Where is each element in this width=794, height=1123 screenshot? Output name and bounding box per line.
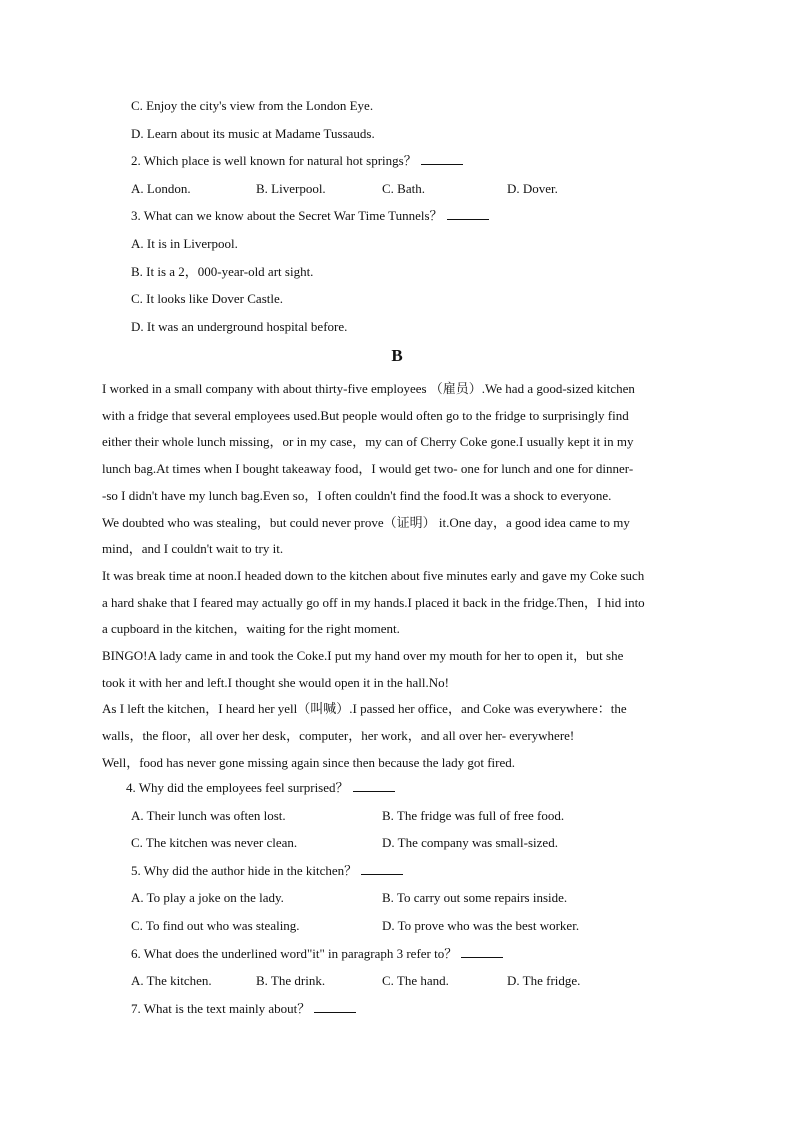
q3-stem-text: 3. What can we know about the Secret War Time Tunnels？ (131, 208, 443, 223)
q2-option-d: D. Dover. (507, 181, 558, 196)
q4-option-b: B. The fridge was full of free food. (382, 808, 565, 823)
passage-line: mind，and I couldn't wait to try it. (102, 541, 284, 557)
q4-option-d: D. The company was small-sized. (382, 835, 558, 850)
q5-stem (131, 862, 403, 880)
passage-line: Well，food has never gone missing again since then because the lady got fired. (102, 754, 516, 770)
q4-stem-text: 4. Why did the employees feel surprised？ (126, 780, 349, 795)
q2-stem (131, 152, 463, 170)
q3-answer-blank[interactable] (447, 207, 489, 220)
q5-option-b: B. To carry out some repairs inside. (382, 890, 568, 905)
q4-option-c: C. The kitchen was never clean. (131, 835, 298, 850)
q4-answer-blank[interactable] (353, 779, 395, 792)
q2-option-c: C. Bath. (382, 181, 425, 196)
q3-option-c: C. It looks like Dover Castle. (131, 291, 284, 306)
q2-stem-text: 2. Which place is well known for natural hot springs？ (131, 153, 417, 168)
q2-option-b: B. Liverpool. (256, 181, 326, 196)
passage-line: walls，the floor，all over her desk，computer，her work，and all over her- everywhere! (102, 728, 575, 744)
q7-stem-text: 7. What is the text mainly about？ (131, 1001, 311, 1016)
q4-option-a: A. Their lunch was often lost. (131, 808, 286, 823)
passage-line: with a fridge that several employees used.But people would often go to the fridge to surprisingly find (102, 407, 629, 423)
q7-answer-blank[interactable] (314, 1000, 356, 1013)
q6-option-b: B. The drink. (256, 973, 326, 988)
q6-stem-text: 6. What does the underlined word"it" in paragraph 3 refer to？ (131, 946, 458, 961)
q5-stem-text: 5. Why did the author hide in the kitchen？ (131, 863, 358, 878)
q6-stem (131, 945, 503, 963)
passage-line: -so I didn't have my lunch bag.Even so，I often couldn't find the food.It was a shock to everyone. (102, 487, 612, 503)
q5-option-c: C. To find out who was stealing. (131, 918, 300, 933)
q4-stem (126, 779, 395, 797)
passage-line: took it with her and left.I thought she would open it in the hall.No! (102, 674, 449, 690)
q6-option-a: A. The kitchen. (131, 973, 212, 988)
q5-option-d: D. To prove who was the best worker. (382, 918, 580, 933)
q3-option-a: A. It is in Liverpool. (131, 236, 238, 251)
q6-option-d: D. The fridge. (507, 973, 581, 988)
passage-line: It was break time at noon.I headed down to the kitchen about five minutes early and gave my Coke such (102, 567, 645, 583)
passage-b (102, 376, 692, 777)
q1-option-c: C. Enjoy the city's view from the London Eye. (131, 98, 374, 113)
q6-answer-blank[interactable] (461, 945, 503, 958)
passage-line: either their whole lunch missing，or in my case，my can of Cherry Coke gone.I usually kept it in my (102, 434, 634, 450)
q5-answer-blank[interactable] (361, 862, 403, 875)
q3-option-d: D. It was an underground hospital before. (131, 319, 348, 334)
passage-line: lunch bag.At times when I bought takeaway food，I would get two- one for lunch and one for dinner- (102, 461, 634, 477)
q7-stem (131, 1000, 356, 1018)
q3-stem (131, 207, 489, 225)
passage-line: As I left the kitchen，I heard her yell（叫喊）.I passed her office，and Coke was everywhere：the (102, 701, 627, 717)
q5-option-a: A. To play a joke on the lady. (131, 890, 284, 905)
q1-option-d: D. Learn about its music at Madame Tussauds. (131, 126, 375, 141)
q2-answer-blank[interactable] (421, 152, 463, 165)
passage-line: We doubted who was stealing，but could never prove（证明） it.One day，a good idea came to my (102, 514, 630, 530)
passage-line: a cupboard in the kitchen，waiting for the right moment. (102, 621, 400, 637)
passage-line: a hard shake that I feared may actually go off in my hands.I placed it back in the fridge.Then，I hid into (102, 594, 645, 610)
section-b-heading: B (391, 346, 403, 365)
q3-option-b: B. It is a 2，000-year-old art sight. (131, 264, 314, 279)
q6-option-c: C. The hand. (382, 973, 449, 988)
q2-option-a: A. London. (131, 181, 191, 196)
passage-line: BINGO!A lady came in and took the Coke.I put my hand over my mouth for her to open it，but she (102, 648, 624, 664)
passage-line: I worked in a small company with about thirty-five employees （雇员）.We had a good-sized kitchen (102, 381, 635, 396)
